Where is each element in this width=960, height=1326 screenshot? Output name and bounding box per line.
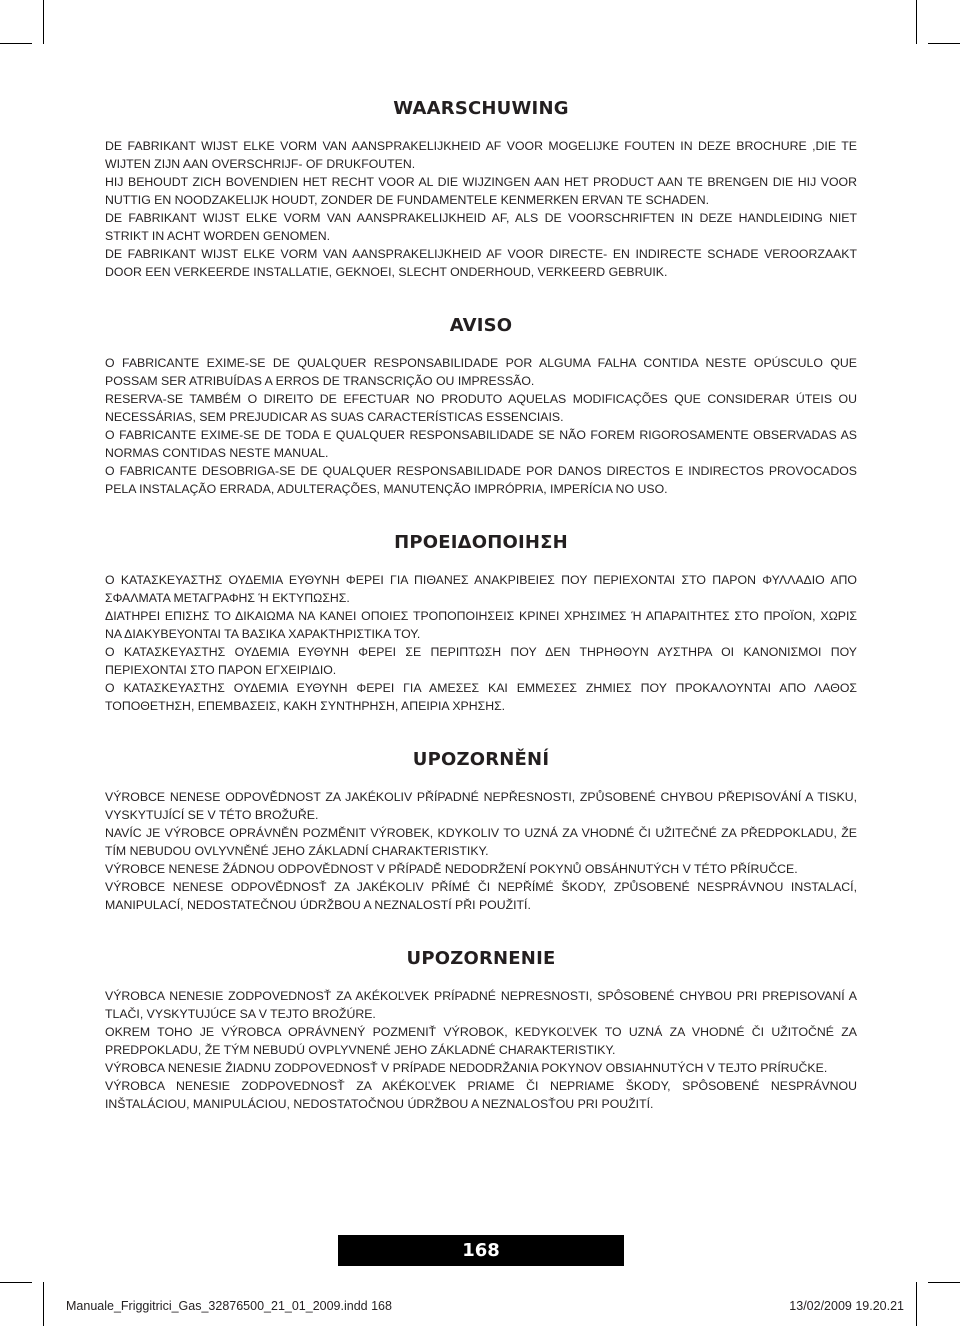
paragraph: OKREM TOHO JE VÝROBCA OPRÁVNENÝ POZMENIŤ VÝROBOK, KEDYKOĽVEK TO UZNÁ ZA VHODNÉ ČI UŽITOČNÉ ZA PREDPOKLADU, ŽE TÝM NEBUDÚ OVPLYVNENÉ JEHO ZÁKLADNÉ CHARAKTERISTIKY. [105, 1025, 857, 1057]
paragraph: VÝROBCE NENESE ŽÁDNOU ODPOVĚDNOST V PŘÍPADĚ NEDODRŽENÍ POKYNŮ OBSÁHNUTÝCH V TÉTO PŘÍRUČCE. [105, 862, 798, 876]
paragraph: HIJ BEHOUDT ZICH BOVENDIEN HET RECHT VOOR AL DIE WIJZINGEN AAN HET PRODUCT AAN TE BRENGEN DIE HIJ VOOR NUTTIG EN NOODZAKELIJK HOUDT, ZONDER DE FUNDAMENTELE KENMERKEN ERVAN TE SCHADEN. [105, 175, 857, 207]
section-heading: AVISO [449, 315, 513, 336]
paragraph: VÝROBCA NENESIE ZODPOVEDNOSŤ ZA AKÉKOĽVEK PRÍPADNÉ NEPRESNOSTI, SPÔSOBENÉ CHYBOU PRI PREPISOVANÍ A TLAČI, VYSKYTUJÚCE SA V TEJTO BROŽÚRE. [105, 989, 857, 1021]
paragraph: VÝROBCE NENESE ODPOVĚDNOST ZA JAKÉKOLIV PŘÍPADNÉ NEPŘESNOSTI, ZPŮSOBENÉ CHYBOU PŘEPISOVÁNÍ A TISKU, VYSKYTUJÍCÍ SE V TÉTO BROŽUŘE. [105, 790, 857, 822]
warning-section-nl [105, 98, 857, 281]
crop-mark-top-right [916, 0, 917, 44]
warning-section-el [105, 532, 857, 715]
footer-timestamp: 13/02/2009 19.20.21 [789, 1299, 904, 1313]
paragraph: Ο ΚΑΤΑΣΚΕΥΑΣΤΗΣ ΟΥΔΕΜΙΑ ΕΥΘΥΝΗ ΦΕΡΕΙ ΓΙΑ ΑΜΕΣΕΣ ΚΑΙ ΕΜΜΕΣΕΣ ΖΗΜΙΕΣ ΠΟΥ ΠΡΟΚΑΛΟΥΝΤΑΙ ΑΠΟ ΛΑΘΟΣ ΤΟΠΟΘΕΤΗΣΗ, ΕΠΕΜΒΑΣΕΙΣ, ΚΑΚΗ ΣΥΝΤΗΡΗΣΗ, ΑΠΕΙΡΙΑ ΧΡΗΣΗΣ. [105, 681, 857, 713]
section-heading: ΠΡΟΕΙΔΟΠΟΙΗΣΗ [394, 532, 568, 553]
paragraph: VÝROBCA NENESIE ZODPOVEDNOSŤ ZA AKÉKOĽVEK PRIAME ČI NEPRIAME ŠKODY, SPÔSOBENÉ NESPRÁVNOU INŠTALÁCIOU, MANIPULÁCIOU, NEDOSTATOČNOU ÚDRŽBOU A NEZNALOSŤOU PRI POUŽITÍ. [105, 1079, 857, 1111]
section-heading: WAARSCHUWING [393, 98, 569, 119]
paragraph: O FABRICANTE EXIME-SE DE QUALQUER RESPONSABILIDADE POR ALGUMA FALHA CONTIDA NESTE OPÚSCULO QUE POSSAM SER ATRIBUÍDAS A ERROS DE TRANSCRIÇÃO OU IMPRESSÃO. [105, 356, 857, 388]
warning-section-sk [105, 948, 857, 1113]
section-heading: UPOZORNĚNÍ [412, 749, 550, 770]
footer-filename: Manuale_Friggitrici_Gas_32876500_21_01_2009.indd 168 [66, 1299, 392, 1313]
crop-mark-top-left [43, 0, 44, 44]
crop-mark-bottom-left [43, 1282, 44, 1326]
warning-section-pt [105, 315, 857, 498]
crop-mark-bottom-right-h [928, 1282, 960, 1283]
paragraph: VÝROBCE NENESE ODPOVĚDNOSŤ ZA JAKÉKOLIV PŘÍMÉ ČI NEPŘÍMÉ ŠKODY, ZPŮSOBENÉ NESPRÁVNOU INSTALACÍ, MANIPULACÍ, NEDOSTATEČNOU ÚDRŽBOU A NEZNALOSTÍ PŘI POUŽITÍ. [105, 880, 857, 912]
page-number-bar [338, 1235, 624, 1266]
crop-mark-bottom-right [916, 1282, 917, 1326]
document-body [105, 98, 857, 1147]
paragraph: DE FABRIKANT WIJST ELKE VORM VAN AANSPRAKELIJKHEID AF, ALS DE VOORSCHRIFTEN IN DEZE HANDLEIDING NIET STRIKT IN ACHT WORDEN GENOMEN. [105, 211, 857, 243]
paragraph: NAVÍC JE VÝROBCE OPRÁVNĚN POZMĚNIT VÝROBEK, KDYKOLIV TO UZNÁ ZA VHODNÉ ČI UŽITEČNÉ ZA PŘEDPOKLADU, ŽE TÍM NEBUDOU OVLYVNĚNÉ JEHO ZÁKLADNÍ CHARAKTERISTIKY. [105, 826, 857, 858]
section-heading: UPOZORNENIE [406, 948, 556, 969]
paragraph: RESERVA-SE TAMBÉM O DIREITO DE EFECTUAR NO PRODUTO AQUELAS MODIFICAÇÕES QUE CONSIDERAR ÚTEIS OU NECESSÁRIAS, SEM PREJUDICAR AS SUAS CARACTERÍSTICAS ESSENCIAIS. [105, 392, 857, 424]
paragraph: ΔΙΑΤΗΡΕΙ ΕΠΙΣΗΣ ΤΟ ΔΙΚΑΙΩΜΑ ΝΑ ΚΑΝΕΙ ΟΠΟΙΕΣ ΤΡΟΠΟΠΟΙΗΣΕΙΣ ΚΡΙΝΕΙ ΧΡΗΣΙΜΕΣ Ή ΑΠΑΡΑΙΤΗΤΕΣ ΣΤΟ ΠΡΟΪΟΝ, ΧΩΡΙΣ ΝΑ ΔΙΑΚΥΒΕΥΟΝΤΑΙ ΤΑ ΒΑΣΙΚΑ ΧΑΡΑΚΤΗΡΙΣΤΙΚΑ ΤΟΥ. [105, 609, 857, 641]
paragraph: O FABRICANTE EXIME-SE DE TODA E QUALQUER RESPONSABILIDADE SE NÃO FOREM RIGOROSAMENTE OBSERVADAS AS NORMAS CONTIDAS NESTE MANUAL. [105, 428, 857, 460]
crop-mark-top-left-h [0, 43, 32, 44]
paragraph: O FABRICANTE DESOBRIGA-SE DE QUALQUER RESPONSABILIDADE POR DANOS DIRECTOS E INDIRECTOS PROVOCADOS PELA INSTALAÇÃO ERRADA, ADULTERAÇÕES, MANUTENÇÃO IMPRÓPRIA, IMPERÍCIA NO USO. [105, 464, 857, 496]
paragraph: Ο ΚΑΤΑΣΚΕΥΑΣΤΗΣ ΟΥΔΕΜΙΑ ΕΥΘΥΝΗ ΦΕΡΕΙ ΓΙΑ ΠΙΘΑΝΕΣ ΑΝΑΚΡΙΒΕΙΕΣ ΠΟΥ ΠΕΡΙΕΧΟΝΤΑΙ ΣΤΟ ΠΑΡΟΝ ΦΥΛΛΑΔΙΟ ΑΠΟ ΣΦΑΛΜΑΤΑ ΜΕΤΑΓΡΑΦΗΣ Ή ΕΚΤΥΠΩΣΗΣ. [105, 573, 857, 605]
crop-mark-bottom-left-h [0, 1282, 32, 1283]
paragraph: DE FABRIKANT WIJST ELKE VORM VAN AANSPRAKELIJKHEID AF VOOR DIRECTE- EN INDIRECTE SCHADE VEROORZAAKT DOOR EEN VERKEERDE INSTALLATIE, GEKNOEI, SLECHT ONDERHOUD, VERKEERD GEBRUIK. [105, 247, 857, 279]
crop-mark-top-right-h [928, 43, 960, 44]
warning-section-cs [105, 749, 857, 914]
paragraph: Ο ΚΑΤΑΣΚΕΥΑΣΤΗΣ ΟΥΔΕΜΙΑ ΕΥΘΥΝΗ ΦΕΡΕΙ ΣΕ ΠΕΡΙΠΤΩΣΗ ΠΟΥ ΔΕΝ ΤΗΡΗΘΟΥΝ ΑΥΣΤΗΡΑ ΟΙ ΚΑΝΟΝΙΣΜΟΙ ΠΟΥ ΠΕΡΙΕΧΟΝΤΑΙ ΣΤΟ ΠΑΡΟΝ ΕΓΧΕΙΡΙΔΙΟ. [105, 645, 857, 677]
paragraph: VÝROBCA NENESIE ŽIADNU ZODPOVEDNOSŤ V PRÍPADE NEDODRŽANIA POKYNOV OBSIAHNUTÝCH V TEJTO PRÍRUČKE. [105, 1061, 828, 1075]
paragraph: DE FABRIKANT WIJST ELKE VORM VAN AANSPRAKELIJKHEID AF VOOR MOGELIJKE FOUTEN IN DEZE BROCHURE ,DIE TE WIJTEN ZIJN AAN OVERSCHRIJF- OF DRUKFOUTEN. [105, 139, 857, 171]
page-number: 168 [462, 1240, 500, 1261]
